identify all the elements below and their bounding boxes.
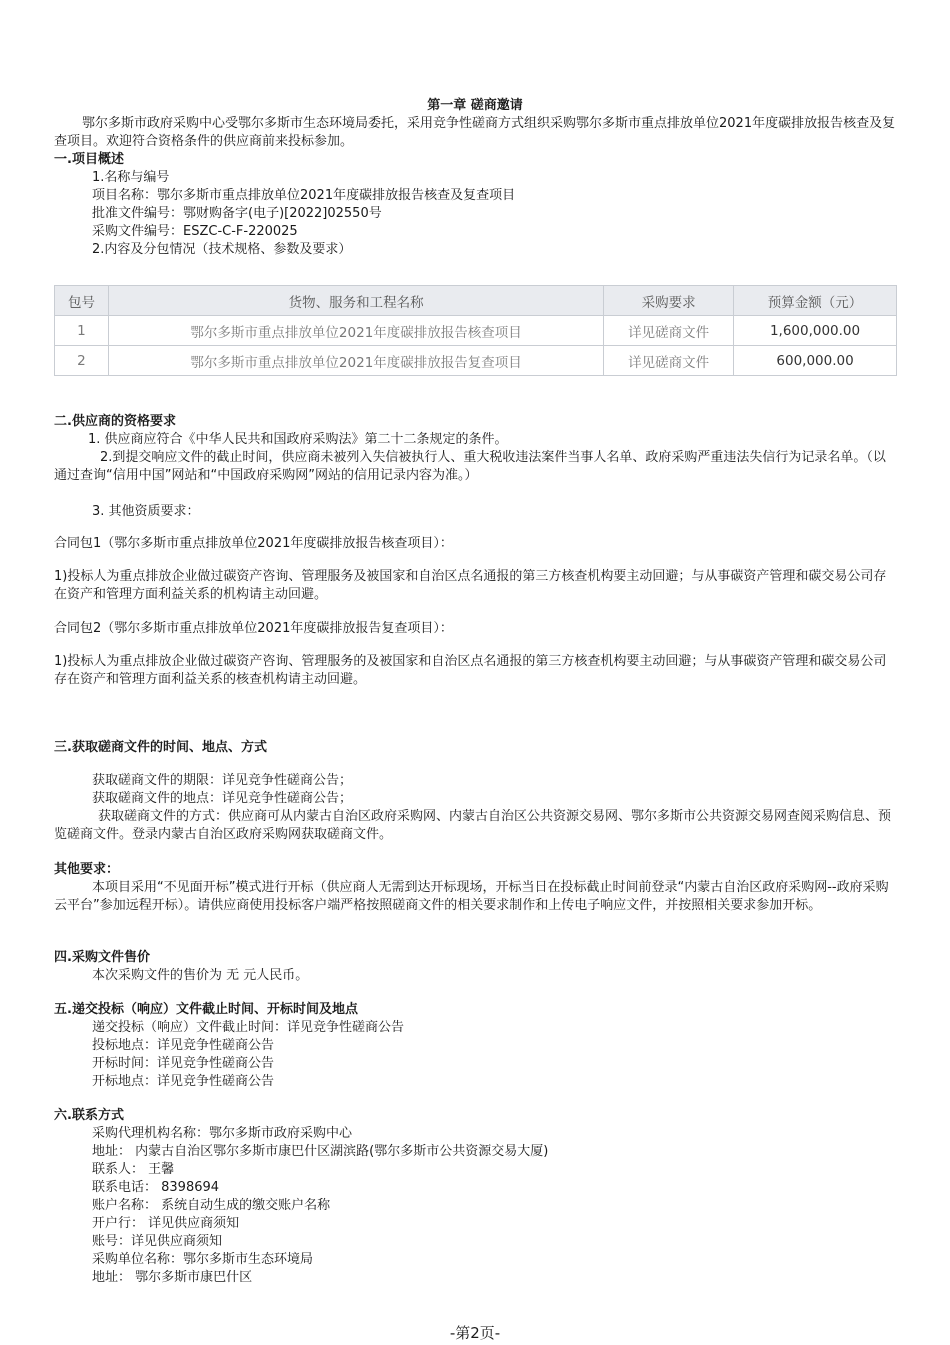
intro-paragraph: 鄂尔多斯市政府采购中心受鄂尔多斯市生态环境局委托，采用竞争性磋商方式组织采购鄂尔多斯市重点排放单位2021年度碳排放报告核查及复查项目。欢迎符合资格条件的供应商前来投标参加。 (54, 116, 896, 149)
cell-item-name: 鄂尔多斯市重点排放单位2021年度碳排放报告复查项目 (108, 346, 603, 376)
agency-name: 采购代理机构名称：鄂尔多斯市政府采购中心 (92, 1126, 353, 1141)
bid-place: 投标地点：详见竞争性磋商公告 (92, 1038, 275, 1053)
section-2-heading: 二.供应商的资格要求 (54, 414, 176, 429)
contact-phone: 联系电话： 8398694 (92, 1180, 220, 1195)
cell-budget: 600,000.00 (734, 346, 897, 376)
submission-deadline: 递交投标（响应）文件截止时间：详见竞争性磋商公告 (92, 1020, 405, 1035)
section-1-subheading-content: 2.内容及分包情况（技术规格、参数及要求） (92, 242, 352, 257)
cell-requirement: 详见磋商文件 (604, 316, 734, 346)
page-number: -第2页- (449, 1324, 501, 1342)
opening-time: 开标时间：详见竞争性磋商公告 (92, 1056, 275, 1071)
other-requirements-text: 本项目采用“不见面开标”模式进行开标（供应商人无需到达开标现场，开标当日在投标截止时间前登录“内蒙古自治区政府采购网--政府采购云平台”参加远程开标）。请供应商使用投标客户端严格按照磋商文件的相关要求制作和上传电子响应文件，并按照相关要求参加开标。 (54, 880, 889, 913)
table-row (55, 346, 897, 376)
purchaser-address: 地址： 鄂尔多斯市康巴什区 (92, 1270, 253, 1285)
opening-place: 开标地点：详见竞争性磋商公告 (92, 1074, 275, 1089)
section-5-heading: 五.递交投标（响应）文件截止时间、开标时间及地点 (54, 1002, 358, 1017)
bank-name: 开户行： 详见供应商须知 (92, 1216, 240, 1231)
procurement-doc-number: 采购文件编号：ESZC-C-F-220025 (92, 224, 298, 239)
cell-budget: 1,600,000.00 (734, 316, 897, 346)
acquisition-period: 获取磋商文件的期限：详见竞争性磋商公告； (92, 773, 353, 788)
acquisition-method: 获取磋商文件的方式：供应商可从内蒙古自治区政府采购网、内蒙古自治区公共资源交易网、鄂尔多斯市公共资源交易网查阅采购信息、预览磋商文件。登录内蒙古自治区政府采购网获取磋商文件。 (54, 809, 892, 842)
account-number: 账号：详见供应商须知 (92, 1234, 223, 1249)
package-2-requirement: 1)投标人为重点排放企业做过碳资产咨询、管理服务的及被国家和自治区点名通报的第三方核查机构要主动回避；与从事碳资产管理和碳交易公司存在资产和管理方面利益关系的核查机构请主动回避。 (54, 654, 887, 687)
qualification-item-2: 2.到提交响应文件的截止时间，供应商未被列入失信被执行人、重大税收违法案件当事人名单、政府采购严重违法失信行为记录名单。（以通过查询“信用中国”网站和“中国政府采购网”网站的信用记录内容为准。） (54, 450, 886, 483)
table-header-row (55, 286, 897, 316)
cell-item-name: 鄂尔多斯市重点排放单位2021年度碳排放报告核查项目 (108, 316, 603, 346)
section-1-heading: 一.项目概述 (54, 152, 124, 167)
cell-package-no: 1 (55, 316, 109, 346)
approval-number: 批准文件编号：鄂财购备字(电子)[2022]02550号 (92, 206, 382, 221)
document-price: 本次采购文件的售价为 无 元人民币。 (92, 968, 309, 983)
section-4-heading: 四.采购文件售价 (54, 950, 150, 965)
package-1-requirement: 1)投标人为重点排放企业做过碳资产咨询、管理服务及被国家和自治区点名通报的第三方核查机构要主动回避；与从事碳资产管理和碳交易公司存在资产和管理方面利益关系的机构请主动回避。 (54, 569, 887, 602)
acquisition-place: 获取磋商文件的地点：详见竞争性磋商公告； (92, 791, 353, 806)
package-1-title: 合同包1（鄂尔多斯市重点排放单位2021年度碳排放报告核查项目）： (54, 536, 453, 551)
cell-requirement: 详见磋商文件 (604, 346, 734, 376)
project-name: 项目名称：鄂尔多斯市重点排放单位2021年度碳排放报告核查及复查项目 (92, 188, 516, 203)
table-row (55, 316, 897, 346)
contact-person: 联系人： 王馨 (92, 1162, 175, 1177)
section-6-heading: 六.联系方式 (54, 1108, 124, 1123)
qualification-item-1: 1. 供应商应符合《中华人民共和国政府采购法》第二十二条规定的条件。 (88, 432, 508, 447)
package-2-title: 合同包2（鄂尔多斯市重点排放单位2021年度碳排放报告复查项目）： (54, 621, 453, 636)
qualification-item-3: 3. 其他资质要求： (92, 504, 200, 519)
section-1-subheading-name: 1.名称与编号 (92, 170, 170, 185)
section-3-heading: 三.获取磋商文件的时间、地点、方式 (54, 740, 267, 755)
account-name: 账户名称： 系统自动生成的缴交账户名称 (92, 1198, 331, 1213)
header-item-name: 货物、服务和工程名称 (108, 286, 603, 316)
purchaser-name: 采购单位名称：鄂尔多斯市生态环境局 (92, 1252, 314, 1267)
agency-address: 地址： 内蒙古自治区鄂尔多斯市康巴什区湖滨路(鄂尔多斯市公共资源交易大厦) (92, 1144, 549, 1159)
chapter-title: 第一章 磋商邀请 (427, 98, 523, 113)
package-table (54, 285, 897, 376)
header-package-no: 包号 (55, 286, 109, 316)
other-requirements-heading: 其他要求： (54, 862, 120, 877)
cell-package-no: 2 (55, 346, 109, 376)
header-budget: 预算金额（元） (734, 286, 897, 316)
header-requirement: 采购要求 (604, 286, 734, 316)
